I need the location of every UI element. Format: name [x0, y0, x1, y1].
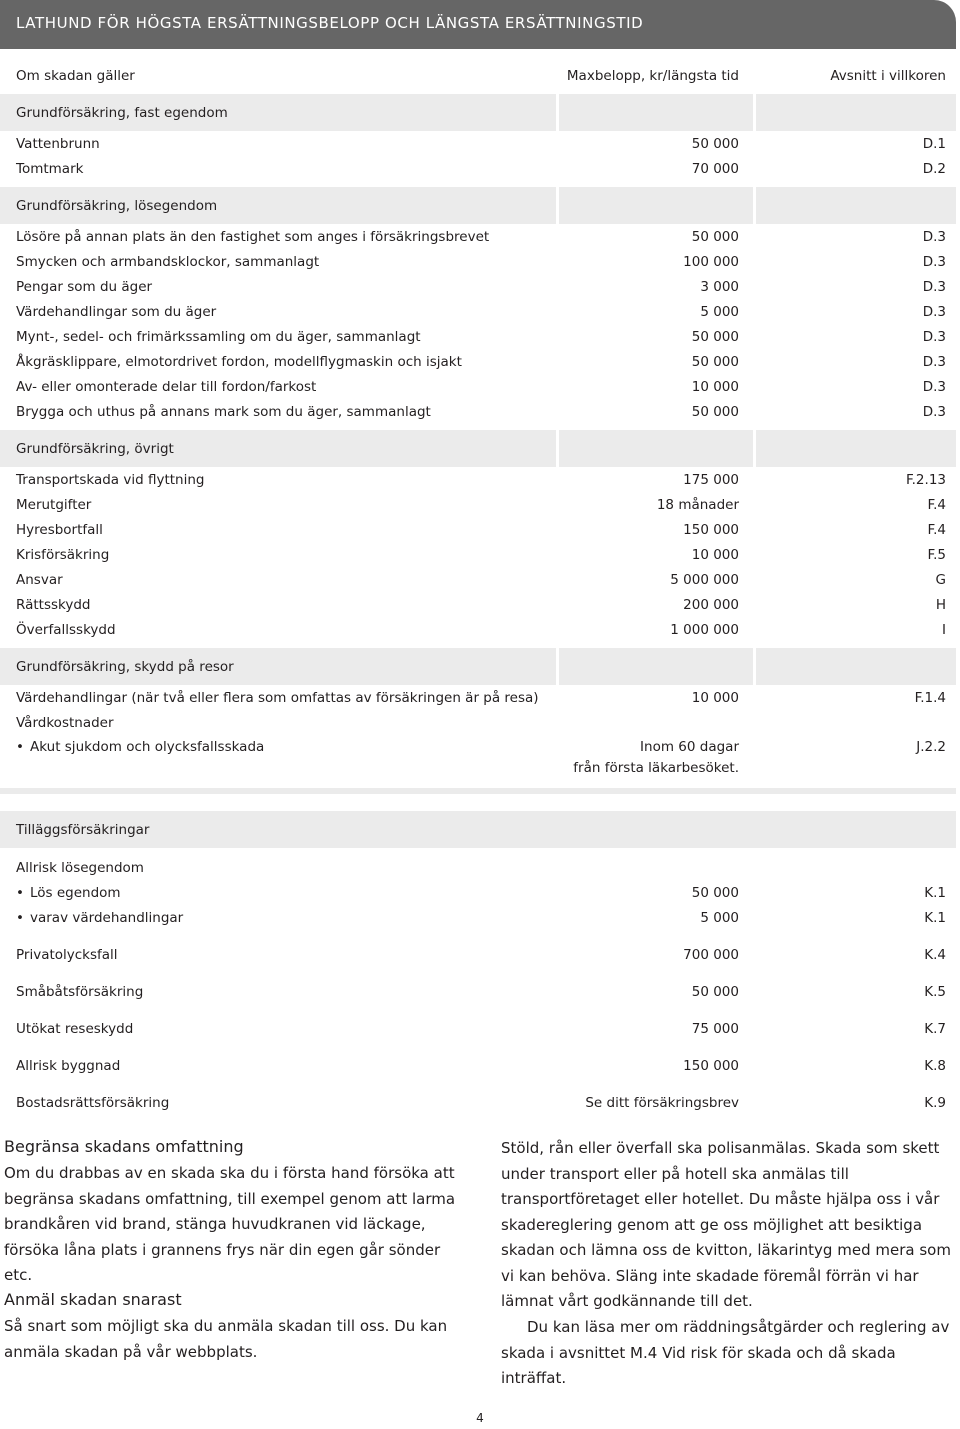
row-amount-line: från första läkarbesöket. — [573, 760, 739, 776]
row-label: Allrisk byggnad — [16, 1057, 121, 1074]
row-amount: 150 000 — [683, 521, 739, 538]
row-amount: 150 000 — [683, 1057, 739, 1074]
row-amount: 50 000 — [691, 403, 739, 420]
row-label: Lösöre på annan plats än den fastighet som anges i försäkringsbrevet — [16, 228, 490, 245]
table-row — [0, 942, 956, 967]
title-bar — [0, 0, 956, 49]
row-ref: K.4 — [924, 946, 946, 963]
row-amount: 50 000 — [691, 135, 739, 152]
row-ref: F.4 — [927, 496, 946, 513]
row-ref: F.4 — [927, 521, 946, 538]
section-row-ovrigt — [0, 430, 956, 467]
row-label: Allrisk lösegendom — [16, 859, 144, 876]
row-label: Småbåtsförsäkring — [16, 983, 144, 1000]
bullet: • — [16, 909, 24, 926]
row-label: Transportskada vid flyttning — [16, 471, 205, 488]
row-label: Hyresbortfall — [16, 521, 103, 538]
row-label: Ansvar — [16, 571, 63, 588]
table-row — [0, 1053, 956, 1078]
row-label-text: Lös egendom — [30, 884, 121, 901]
heading-begransa: Begränsa skadans omfattning — [4, 1137, 244, 1156]
row-amount: 50 000 — [691, 228, 739, 245]
row-amount: 100 000 — [683, 253, 739, 270]
paragraph-polisanmalan: Stöld, rån eller överfall ska polisanmälas. Skada som skett under transport eller på hotell ska anmälas till transportföretaget eller hotellet. Du måste hjälpa oss i vår skadereglering genom att ge oss möjlighet att besiktiga skadan och lämna oss de kvitton, läkarintyg med mera som vi kan behöva. Släng inte skadade föremål förrän vi har lämnat vårt godkännande till det. — [501, 1139, 951, 1310]
row-label-text: Akut sjukdom och olycksfallsskada — [30, 739, 265, 755]
row-amount: 5 000 000 — [670, 571, 739, 588]
table-row — [0, 567, 956, 592]
row-amount: 50 000 — [691, 328, 739, 345]
row-label: Överfallsskydd — [16, 621, 116, 638]
row-ref: D.3 — [922, 228, 946, 245]
row-label: Värdehandlingar (när två eller flera som omfattas av försäkringen är på resa) — [16, 689, 539, 706]
table-row — [0, 517, 956, 542]
row-label: Åkgräsklippare, elmotordrivet fordon, modellflygmaskin och isjakt — [16, 353, 462, 370]
table-row — [0, 1090, 956, 1115]
row-amount: 5 000 — [700, 303, 739, 320]
table-row — [0, 685, 956, 710]
table-row — [0, 542, 956, 567]
table-row — [0, 492, 956, 517]
separator-strip — [0, 788, 956, 794]
paragraph-anmal: Så snart som möjligt ska du anmäla skadan till oss. Du kan anmäla skadan på vår webbplats. — [4, 1317, 448, 1361]
table-row — [0, 399, 956, 424]
row-amount: 200 000 — [683, 596, 739, 613]
row-ref: D.3 — [922, 353, 946, 370]
table-row — [0, 131, 956, 156]
table-row — [0, 1016, 956, 1041]
row-ref: D.2 — [922, 160, 946, 177]
page-number: 4 — [476, 1411, 484, 1425]
table-row — [0, 299, 956, 324]
row-label — [16, 905, 556, 930]
row-amount-line: Inom 60 dagar — [640, 739, 739, 755]
row-label: Brygga och uthus på annans mark som du äger, sammanlagt — [16, 403, 431, 420]
section-row-losegendom — [0, 187, 956, 224]
row-amount: 50 000 — [691, 353, 739, 370]
row-label — [16, 736, 556, 782]
row-ref: K.5 — [924, 983, 946, 1000]
row-label: Bostadsrättsförsäkring — [16, 1094, 170, 1111]
header-damage: Om skadan gäller — [16, 68, 135, 84]
row-amount: 50 000 — [691, 983, 739, 1000]
table-row — [0, 374, 956, 399]
row-ref: D.3 — [922, 328, 946, 345]
section-title: Grundförsäkring, skydd på resor — [16, 658, 234, 675]
row-ref: D.3 — [922, 278, 946, 295]
header-terms-section: Avsnitt i villkoren — [830, 68, 946, 84]
section-title: Grundförsäkring, lösegendom — [16, 197, 218, 214]
row-amount: 10 000 — [691, 546, 739, 563]
section-row-fast-egendom — [0, 94, 956, 131]
table-row — [0, 880, 956, 905]
bullet: • — [16, 739, 24, 755]
row-ref: K.1 — [924, 884, 946, 901]
row-ref: K.8 — [924, 1057, 946, 1074]
table-row — [0, 710, 956, 735]
row-ref: H — [935, 596, 946, 613]
row-amount: 70 000 — [691, 160, 739, 177]
row-amount: 10 000 — [691, 689, 739, 706]
table-row — [0, 349, 956, 374]
row-label: Privatolycksfall — [16, 946, 118, 963]
table-row — [0, 979, 956, 1004]
row-ref: K.1 — [924, 909, 946, 926]
row-amount: 75 000 — [691, 1020, 739, 1037]
row-ref: D.3 — [922, 378, 946, 395]
row-ref: G — [935, 571, 946, 588]
section-title: Grundförsäkring, övrigt — [16, 440, 174, 457]
row-amount: 10 000 — [691, 378, 739, 395]
row-ref: D.1 — [922, 135, 946, 152]
paragraph-las-mer: Du kan läsa mer om räddningsåtgärder och reglering av skada i avsnittet M.4 Vid risk för skada och då skada inträffat. — [501, 1318, 950, 1387]
paragraph-begransa: Om du drabbas av en skada ska du i första hand försöka att begränsa skadans omfattning, till exempel genom att larma brandkåren vid brand, stänga huvudkranen vid läckage, försöka låna plats i grannens frys när din egen går sönder etc. — [4, 1164, 456, 1284]
row-label: Tomtmark — [16, 160, 84, 177]
section-row-tillagg — [0, 811, 956, 848]
row-amount: 5 000 — [700, 909, 739, 926]
table-row — [0, 467, 956, 492]
row-ref: K.9 — [924, 1094, 946, 1111]
row-ref: K.7 — [924, 1020, 946, 1037]
row-amount: 50 000 — [691, 884, 739, 901]
row-label: Merutgifter — [16, 496, 92, 513]
row-ref: F.5 — [927, 546, 946, 563]
row-ref: F.2.13 — [906, 471, 946, 488]
table-row — [0, 592, 956, 617]
row-label: Pengar som du äger — [16, 278, 153, 295]
row-label: Vårdkostnader — [16, 714, 114, 731]
table-row — [0, 617, 956, 642]
row-amount: 3 000 — [700, 278, 739, 295]
row-ref: D.3 — [922, 303, 946, 320]
row-label — [16, 880, 556, 905]
row-label: Utökat reseskydd — [16, 1020, 134, 1037]
row-amount — [556, 736, 753, 782]
row-ref: D.3 — [922, 253, 946, 270]
row-amount: 1 000 000 — [670, 621, 739, 638]
row-ref: D.3 — [922, 403, 946, 420]
row-label: Krisförsäkring — [16, 546, 110, 563]
table-row — [0, 274, 956, 299]
row-amount: 700 000 — [683, 946, 739, 963]
header-max-amount: Maxbelopp, kr/längsta tid — [566, 68, 739, 84]
row-label-text: varav värdehandlingar — [30, 909, 184, 926]
section-title: Tilläggsförsäkringar — [16, 821, 150, 838]
section-title: Grundförsäkring, fast egendom — [16, 104, 228, 121]
page-title: LATHUND FÖR HÖGSTA ERSÄTTNINGSBELOPP OCH LÄNGSTA ERSÄTTNINGSTID — [16, 14, 644, 32]
table-row — [0, 736, 956, 782]
table-row — [0, 324, 956, 349]
table-header — [0, 62, 956, 90]
table-row — [0, 156, 956, 181]
row-label: Värdehandlingar som du äger — [16, 303, 217, 320]
row-amount: 18 månader — [656, 496, 739, 513]
row-ref: J.2.2 — [916, 739, 946, 755]
row-amount: 175 000 — [683, 471, 739, 488]
bullet: • — [16, 884, 24, 901]
row-ref: F.1.4 — [914, 689, 946, 706]
table-row — [0, 224, 956, 249]
table-row — [0, 905, 956, 930]
row-ref: I — [942, 621, 946, 638]
row-label: Vattenbrunn — [16, 135, 100, 152]
heading-anmal: Anmäl skadan snarast — [4, 1290, 182, 1309]
row-label: Mynt-, sedel- och frimärkssamling om du äger, sammanlagt — [16, 328, 421, 345]
row-label: Rättsskydd — [16, 596, 91, 613]
table-row — [0, 855, 956, 880]
table-row — [0, 249, 956, 274]
row-label: Smycken och armbandsklockor, sammanlagt — [16, 253, 320, 270]
row-label: Av- eller omonterade delar till fordon/farkost — [16, 378, 317, 395]
row-amount: Se ditt försäkringsbrev — [585, 1094, 739, 1111]
section-row-resor — [0, 648, 956, 685]
